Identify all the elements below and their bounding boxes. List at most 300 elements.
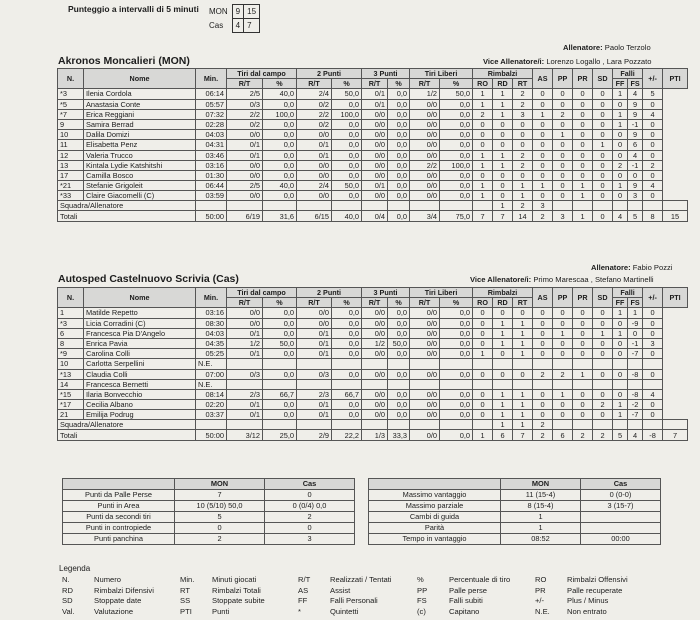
stat-cell: 0,0: [332, 338, 362, 348]
interval-score-cell: 15: [244, 5, 260, 19]
stat-cell: [493, 359, 513, 369]
stat-cell: 1/2: [410, 89, 440, 99]
total-cell: 7: [513, 430, 533, 440]
stat-cell: 04:03: [196, 328, 227, 338]
stat-cell: [227, 359, 263, 369]
stat-cell: 0/0: [362, 119, 388, 129]
stat-cell: [663, 420, 688, 430]
interval-team-label: MON: [209, 7, 228, 16]
stat-cell: [332, 201, 362, 211]
stat-cell: 0,0: [440, 369, 473, 379]
legend-desc: Minuti giocati: [212, 575, 257, 584]
stat-cell: 0/0: [297, 130, 332, 140]
stat-cell: 0: [513, 119, 533, 129]
total-cell: 7: [473, 211, 493, 221]
player-name: Valeria Trucco: [84, 150, 196, 160]
stat-cell: 0: [643, 170, 663, 180]
player-row: [58, 349, 688, 359]
stat-cell: [663, 201, 688, 211]
stat-cell: 0,0: [440, 389, 473, 399]
stat-cell: [473, 359, 493, 369]
summary-value: 08:52: [501, 534, 581, 545]
stat-cell: 0: [643, 328, 663, 338]
stat-cell: -1: [628, 338, 643, 348]
coach-label: Allenatore:: [563, 43, 603, 52]
player-name: Samira Berrad: [84, 119, 196, 129]
stat-cell: 0/0: [362, 130, 388, 140]
stat-cell: 0: [613, 150, 628, 160]
stat-cell: [613, 420, 628, 430]
stat-cell: 0/0: [297, 318, 332, 328]
stat-cell: 0/1: [297, 349, 332, 359]
summary-value: 0: [175, 523, 265, 534]
sub-header: RD: [493, 298, 513, 308]
stat-cell: 0: [513, 170, 533, 180]
stat-cell: 2: [513, 160, 533, 170]
legend-desc: Falli Personali: [330, 596, 378, 605]
legend-desc: Rimbalzi Offensivi: [567, 575, 628, 584]
stat-cell: [643, 420, 663, 430]
stat-cell: 0/1: [297, 140, 332, 150]
sub-header: %: [388, 79, 410, 89]
summary-value: 8 (15-4): [501, 501, 581, 512]
stat-cell: 0/1: [227, 140, 263, 150]
stat-cell: 0/0: [362, 369, 388, 379]
summary-value: 00:00: [581, 534, 661, 545]
stat-cell: 0/0: [410, 191, 440, 201]
total-cell: 5: [628, 211, 643, 221]
stat-cell: 0/0: [362, 170, 388, 180]
summary-row: [369, 490, 661, 501]
stat-cell: 0: [643, 308, 663, 318]
stat-cell: 0/0: [362, 400, 388, 410]
sub-header: FS: [628, 298, 643, 308]
total-cell: 50:00: [196, 430, 227, 440]
stat-cell: [573, 201, 593, 211]
stat-cell: N.E.: [196, 379, 227, 389]
stat-cell: [297, 379, 332, 389]
total-cell: 2: [573, 430, 593, 440]
sub-header: %: [332, 298, 362, 308]
stat-cell: 2: [533, 369, 553, 379]
stat-cell: 04:03: [196, 130, 227, 140]
stat-cell: 0/0: [410, 150, 440, 160]
stat-cell: 0/0: [410, 338, 440, 348]
sub-header: %: [263, 298, 297, 308]
player-name: Ilenia Cordola: [84, 89, 196, 99]
stat-cell: 2/5: [227, 181, 263, 191]
player-number: 12: [58, 150, 84, 160]
stat-cell: 0,0: [263, 328, 297, 338]
stat-cell: 2: [513, 150, 533, 160]
total-cell: 50:00: [196, 211, 227, 221]
total-cell: -8: [643, 430, 663, 440]
stat-cell: 0: [593, 170, 613, 180]
stat-cell: 50,0: [263, 338, 297, 348]
total-cell: 2/9: [297, 430, 332, 440]
stat-cell: 0: [573, 160, 593, 170]
stat-cell: 0,0: [440, 130, 473, 140]
stat-cell: 0: [513, 140, 533, 150]
legend-desc: Numero: [94, 575, 122, 584]
stat-cell: 0,0: [388, 328, 410, 338]
stat-cell: 1: [533, 181, 553, 191]
stat-cell: 50,0: [440, 89, 473, 99]
vice-label: Vice Allenatore/i:: [470, 275, 532, 284]
total-cell: 2: [533, 430, 553, 440]
stat-cell: 0/0: [297, 191, 332, 201]
player-number: *3: [58, 89, 84, 99]
team2-vice: [470, 275, 654, 284]
player-row: [58, 379, 688, 389]
stat-cell: 1: [513, 349, 533, 359]
stat-cell: [362, 359, 388, 369]
stat-cell: N.E.: [196, 359, 227, 369]
stat-cell: 40,0: [263, 181, 297, 191]
summary-value: 2: [265, 512, 355, 523]
summary-header: MON: [501, 479, 581, 490]
total-cell: 7: [663, 430, 688, 440]
stat-cell: [628, 420, 643, 430]
stat-cell: [410, 379, 440, 389]
stat-cell: 0: [553, 349, 573, 359]
stat-cell: 0,0: [263, 400, 297, 410]
stat-cell: 1: [473, 349, 493, 359]
stat-cell: 4: [643, 389, 663, 399]
stat-cell: 0: [593, 338, 613, 348]
stat-cell: 0: [573, 328, 593, 338]
stat-cell: 0: [473, 170, 493, 180]
totals-label: Totali: [58, 430, 196, 440]
player-row: [58, 359, 688, 369]
stat-cell: 07:32: [196, 109, 227, 119]
stat-cell: 0: [573, 349, 593, 359]
stat-cell: 50,0: [332, 89, 362, 99]
stat-cell: [613, 379, 628, 389]
player-number: 10: [58, 359, 84, 369]
stat-cell: [513, 359, 533, 369]
stat-cell: 0: [593, 181, 613, 191]
stat-cell: 0/0: [410, 181, 440, 191]
vice-label: Vice Allenatore/i:: [483, 57, 545, 66]
summary-label: Parità: [369, 523, 501, 534]
stat-cell: 0,0: [440, 338, 473, 348]
total-cell: 0,0: [388, 211, 410, 221]
stat-cell: 0: [593, 308, 613, 318]
stat-cell: 0: [643, 410, 663, 420]
summary-value: [581, 523, 661, 534]
column-header: N.: [58, 288, 84, 308]
stat-cell: 0: [593, 191, 613, 201]
stat-cell: 0: [593, 349, 613, 359]
stat-cell: [388, 379, 410, 389]
column-header: PR: [573, 69, 593, 89]
stat-cell: 0/1: [227, 150, 263, 160]
stat-cell: 0/0: [362, 349, 388, 359]
sub-header: %: [388, 298, 410, 308]
stat-cell: 0,0: [388, 89, 410, 99]
legend-desc: Percentuale di tiro: [449, 575, 511, 584]
player-row: [58, 328, 688, 338]
stat-cell: 3: [513, 109, 533, 119]
stat-cell: [388, 420, 410, 430]
stat-cell: [473, 201, 493, 211]
stat-cell: 0: [473, 389, 493, 399]
stat-cell: 1: [493, 400, 513, 410]
legend-abbr: N.E.: [535, 606, 550, 616]
stat-cell: 0/1: [227, 328, 263, 338]
totals-row: [58, 430, 688, 440]
player-row: [58, 318, 688, 328]
stat-cell: -7: [628, 410, 643, 420]
player-name: Claudia Colli: [84, 369, 196, 379]
stat-cell: 0: [593, 150, 613, 160]
total-cell: 15: [663, 211, 688, 221]
player-number: 6: [58, 328, 84, 338]
stat-cell: 0,0: [332, 308, 362, 318]
stat-cell: 0,0: [440, 400, 473, 410]
stat-cell: 0: [643, 191, 663, 201]
stat-cell: 0: [573, 130, 593, 140]
stat-cell: 0,0: [388, 389, 410, 399]
player-name: Dalila Domizi: [84, 130, 196, 140]
stat-cell: [263, 359, 297, 369]
player-name: Enrica Pavia: [84, 338, 196, 348]
stat-cell: 0,0: [440, 191, 473, 201]
sub-header: R/T: [362, 298, 388, 308]
stat-cell: 0: [613, 338, 628, 348]
stat-cell: 2: [533, 420, 553, 430]
stat-cell: 0,0: [332, 140, 362, 150]
stat-cell: 1: [473, 160, 493, 170]
stat-cell: [553, 379, 573, 389]
stat-cell: 0/0: [362, 318, 388, 328]
stat-cell: 02:28: [196, 119, 227, 129]
stat-cell: 0: [553, 150, 573, 160]
summary-label: Punti in Area: [63, 501, 175, 512]
stat-cell: 0: [613, 170, 628, 180]
legend-desc: Plus / Minus: [567, 596, 609, 605]
stat-cell: 1: [513, 181, 533, 191]
stat-cell: [613, 201, 628, 211]
stat-cell: 0/0: [227, 160, 263, 170]
sub-header: FF: [613, 298, 628, 308]
stat-cell: 1: [513, 400, 533, 410]
stat-cell: 66,7: [263, 389, 297, 399]
stat-cell: 1: [493, 338, 513, 348]
legend-abbr: Min.: [180, 575, 195, 584]
stat-cell: 05:57: [196, 99, 227, 109]
player-row: [58, 400, 688, 410]
stat-cell: 0: [643, 99, 663, 109]
total-cell: 4: [613, 211, 628, 221]
stat-cell: 100,0: [440, 160, 473, 170]
stat-cell: 0: [628, 328, 643, 338]
stat-cell: [263, 379, 297, 389]
stat-cell: 0: [533, 191, 553, 201]
stat-cell: 06:14: [196, 89, 227, 99]
stat-cell: 0: [573, 400, 593, 410]
column-header: AS: [533, 288, 553, 308]
stat-cell: 0: [593, 410, 613, 420]
stat-cell: 0: [553, 308, 573, 318]
column-header: Min.: [196, 69, 227, 89]
stat-cell: 0: [513, 369, 533, 379]
total-cell: 7: [493, 211, 513, 221]
sub-header: R/T: [297, 298, 332, 308]
stat-cell: 0,0: [263, 160, 297, 170]
stat-cell: 0: [553, 170, 573, 180]
stat-cell: 0,0: [332, 130, 362, 140]
stat-cell: 0: [493, 349, 513, 359]
stat-cell: [332, 359, 362, 369]
sub-header: R/T: [410, 298, 440, 308]
stat-cell: 0: [553, 160, 573, 170]
total-cell: 40,0: [332, 211, 362, 221]
legend-abbr: PTI: [180, 606, 192, 616]
player-number: 17: [58, 170, 84, 180]
player-row: [58, 99, 688, 109]
stat-cell: 0/0: [362, 150, 388, 160]
stat-cell: 0,0: [332, 191, 362, 201]
stat-cell: 0: [593, 369, 613, 379]
summary-label: Massimo parziale: [369, 501, 501, 512]
stat-cell: 0: [643, 369, 663, 379]
stat-cell: 2/2: [410, 160, 440, 170]
stat-cell: 1: [493, 328, 513, 338]
player-name: Stefanie Grigoleit: [84, 181, 196, 191]
summary-row: [369, 523, 661, 534]
player-number: *7: [58, 109, 84, 119]
stat-cell: 1: [593, 140, 613, 150]
stat-cell: 1: [613, 119, 628, 129]
stat-cell: 1: [513, 389, 533, 399]
stat-cell: 0: [533, 328, 553, 338]
stat-cell: 0: [533, 410, 553, 420]
stat-cell: 0/0: [362, 140, 388, 150]
stat-cell: 0: [573, 170, 593, 180]
stat-cell: 0,0: [332, 318, 362, 328]
stat-cell: 0,0: [332, 400, 362, 410]
stat-cell: 2: [593, 400, 613, 410]
stat-cell: 0/0: [410, 369, 440, 379]
summary-row: [63, 523, 355, 534]
stat-cell: 1: [628, 308, 643, 318]
stat-cell: 0: [493, 140, 513, 150]
legend-desc: Non entrato: [567, 606, 607, 616]
stat-cell: 1: [553, 389, 573, 399]
stat-cell: 0/0: [362, 109, 388, 119]
stat-cell: 0/0: [297, 160, 332, 170]
column-header: PR: [573, 288, 593, 308]
stat-cell: 0,0: [440, 150, 473, 160]
stat-cell: 1/2: [227, 338, 263, 348]
stat-cell: 2: [643, 160, 663, 170]
legend-abbr: RD: [62, 585, 73, 595]
stat-cell: 0: [493, 308, 513, 318]
summary-header: [369, 479, 501, 490]
legend-abbr: AS: [298, 585, 309, 595]
stat-cell: 0: [593, 318, 613, 328]
stat-cell: 0,0: [332, 328, 362, 338]
summary-value: 1: [501, 523, 581, 534]
player-name: Anastasia Conte: [84, 99, 196, 109]
stat-cell: 0/1: [362, 99, 388, 109]
stat-cell: 0/3: [297, 369, 332, 379]
stat-cell: 0: [573, 99, 593, 109]
total-cell: 2: [533, 211, 553, 221]
stat-cell: 0: [493, 191, 513, 201]
stat-cell: 0: [473, 400, 493, 410]
stat-cell: 100,0: [332, 109, 362, 119]
stat-cell: [553, 420, 573, 430]
stat-cell: 0/1: [362, 89, 388, 99]
player-row: [58, 130, 688, 140]
sub-header: R/T: [227, 298, 263, 308]
stat-cell: 0/0: [410, 400, 440, 410]
stat-cell: 0: [493, 170, 513, 180]
stat-cell: [643, 379, 663, 389]
stat-cell: 0/1: [227, 349, 263, 359]
column-header: N.: [58, 69, 84, 89]
legend-desc: Stoppate date: [94, 596, 142, 605]
stat-cell: [332, 379, 362, 389]
stat-cell: 0,0: [388, 119, 410, 129]
stat-cell: 03:16: [196, 308, 227, 318]
sub-header: RD: [493, 79, 513, 89]
legend-abbr: +/-: [535, 596, 545, 605]
stat-cell: 0,0: [440, 99, 473, 109]
stat-cell: 0: [643, 130, 663, 140]
stat-cell: 0: [473, 140, 493, 150]
total-cell: 75,0: [440, 211, 473, 221]
stat-cell: 2: [513, 89, 533, 99]
legend-abbr: Val.: [62, 606, 75, 616]
stat-cell: [573, 379, 593, 389]
stat-cell: 0/1: [297, 338, 332, 348]
stat-cell: [410, 201, 440, 211]
stat-cell: [493, 379, 513, 389]
stat-cell: 0,0: [263, 130, 297, 140]
stat-cell: 0,0: [263, 191, 297, 201]
stat-cell: 0,0: [440, 140, 473, 150]
summary-label: Cambi di guida: [369, 512, 501, 523]
total-cell: 1: [573, 211, 593, 221]
stat-cell: [410, 359, 440, 369]
summary-value: 3 (15-7): [581, 501, 661, 512]
stat-cell: [628, 201, 643, 211]
total-cell: 3: [553, 211, 573, 221]
stat-cell: 0/1: [227, 410, 263, 420]
stat-cell: 0/0: [362, 308, 388, 318]
stat-cell: 01:30: [196, 170, 227, 180]
stat-cell: 0,0: [263, 318, 297, 328]
stat-cell: 0,0: [388, 160, 410, 170]
player-number: *3: [58, 318, 84, 328]
column-header: 3 Punti: [362, 288, 410, 298]
interval-score-cell: 9: [232, 5, 243, 19]
stat-cell: 0/0: [362, 328, 388, 338]
stat-cell: 0/1: [227, 400, 263, 410]
stat-cell: 0,0: [388, 130, 410, 140]
summary-row: [63, 501, 355, 512]
stat-cell: [553, 201, 573, 211]
stat-cell: 0: [573, 389, 593, 399]
stat-cell: 0: [573, 338, 593, 348]
stat-cell: 3: [533, 201, 553, 211]
stat-cell: -7: [628, 349, 643, 359]
legend-abbr: SD: [62, 596, 73, 605]
